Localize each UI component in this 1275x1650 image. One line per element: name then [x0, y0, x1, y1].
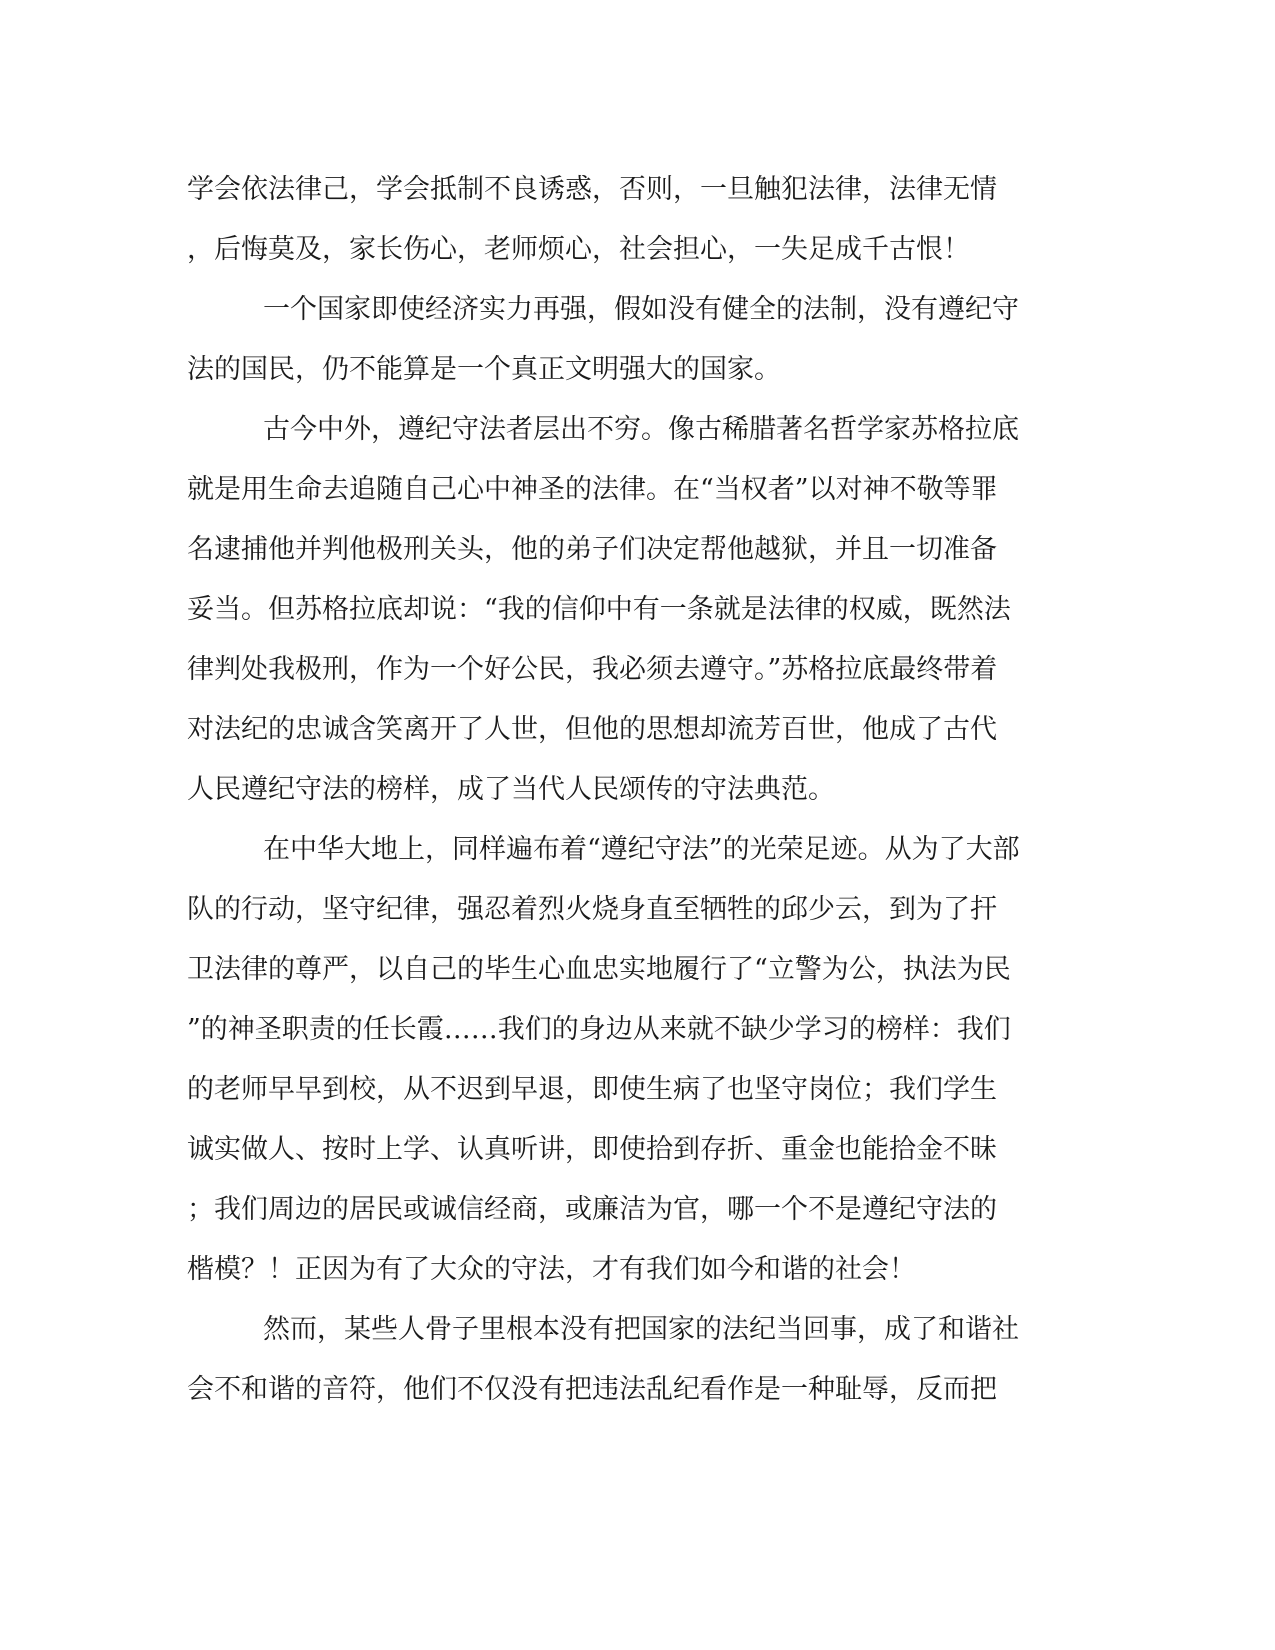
paragraph-4 — [187, 820, 1087, 1300]
paragraph-3 — [187, 400, 1087, 820]
paragraph-1 — [187, 160, 1087, 280]
text-line: 人民遵纪守法的榜样，成了当代人民颂传的守法典范。 — [187, 774, 835, 805]
paragraph-2 — [187, 280, 1087, 400]
text-line: 卫法律的尊严，以自己的毕生心血忠实地履行了“立警为公，执法为民 — [187, 954, 1011, 985]
text-line: 就是用生命去追随自己心中神圣的法律。在“当权者”以对神不敬等罪 — [187, 474, 998, 505]
text-line: 对法纪的忠诚含笑离开了人世，但他的思想却流芳百世，他成了古代 — [187, 714, 997, 745]
body-text — [187, 160, 1087, 1420]
text-line: 队的行动，坚守纪律，强忍着烈火烧身直至牺牲的邱少云，到为了扞 — [187, 894, 997, 925]
text-line: 妥当。但苏格拉底却说：“我的信仰中有一条就是法律的权威，既然法 — [187, 594, 1011, 625]
paragraph-5 — [187, 1300, 1087, 1420]
text-line: 会不和谐的音符，他们不仅没有把违法乱纪看作是一种耻辱，反而把 — [187, 1374, 997, 1405]
text-line: 楷模？！正因为有了大众的守法，才有我们如今和谐的社会！ — [187, 1254, 916, 1285]
text-line: 的老师早早到校，从不迟到早退，即使生病了也坚守岗位；我们学生 — [187, 1074, 997, 1105]
text-line: 法的国民，仍不能算是一个真正文明强大的国家。 — [187, 354, 781, 385]
text-line: 然而，某些人骨子里根本没有把国家的法纪当回事，成了和谐社 — [263, 1314, 1019, 1345]
text-line: ，后悔莫及，家长伤心，老师烦心，社会担心，一失足成千古恨！ — [187, 234, 970, 265]
text-line: ；我们周边的居民或诚信经商，或廉洁为官，哪一个不是遵纪守法的 — [187, 1194, 997, 1225]
text-line: 古今中外，遵纪守法者层出不穷。像古稀腊著名哲学家苏格拉底 — [263, 414, 1019, 445]
text-line: 名逮捕他并判他极刑关头，他的弟子们决定帮他越狱，并且一切准备 — [187, 534, 997, 565]
text-line: 学会依法律己，学会抵制不良诱惑，否则，一旦触犯法律，法律无情 — [187, 174, 997, 205]
text-line: 在中华大地上，同样遍布着“遵纪守法”的光荣足迹。从为了大部 — [263, 834, 1020, 865]
text-line: 一个国家即使经济实力再强，假如没有健全的法制，没有遵纪守 — [263, 294, 1019, 325]
text-line: 诚实做人、按时上学、认真听讲，即使拾到存折、重金也能拾金不昧 — [187, 1134, 997, 1165]
text-line: ”的神圣职责的任长霞……我们的身边从来就不缺少学习的榜样：我们 — [187, 1014, 1011, 1045]
text-line: 律判处我极刑，作为一个好公民，我必须去遵守。”苏格拉底最终带着 — [187, 654, 998, 685]
